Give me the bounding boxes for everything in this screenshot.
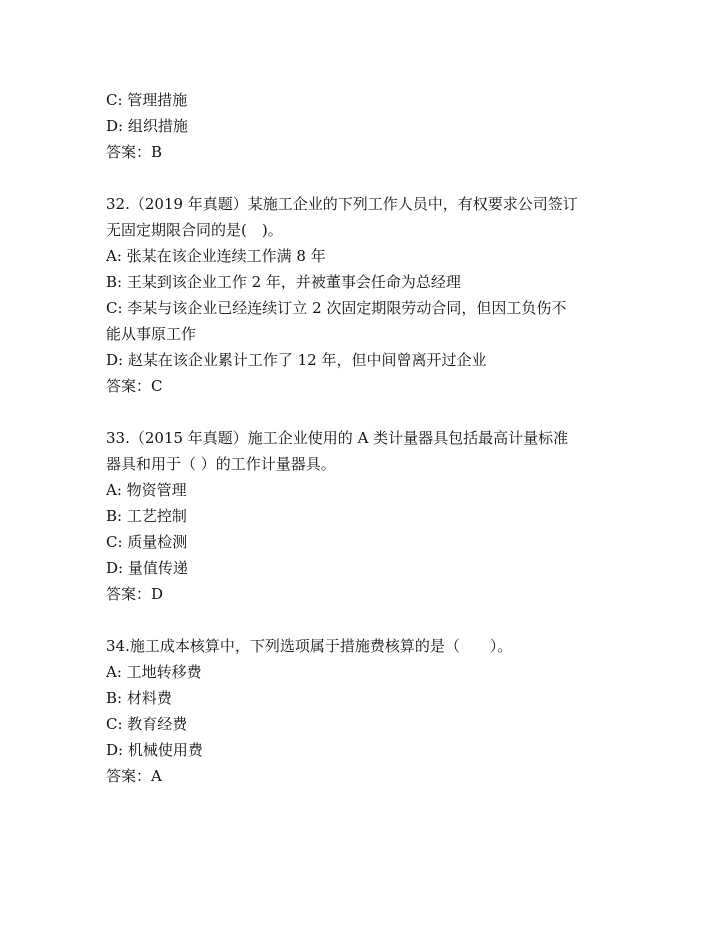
question-stem-line: 34.施工成本核算中，下列选项属于措施费核算的是（ ）。 xyxy=(106,637,513,655)
question-stem-line: 器具和用于（ ）的工作计量器具。 xyxy=(106,455,336,473)
option-d: D: 赵某在该企业累计工作了 12 年，但中间曾离开过企业 xyxy=(106,351,487,369)
option-d: D: 组织措施 xyxy=(106,117,188,135)
option-d: D: 机械使用费 xyxy=(106,741,203,759)
option-c: C: 教育经费 xyxy=(106,715,188,733)
answer-line: 答案：A xyxy=(106,767,162,785)
question-stem-line: 33.（2015 年真题）施工企业使用的 A 类计量器具包括最高计量标准 xyxy=(106,429,569,447)
option-b: B: 工艺控制 xyxy=(106,507,187,525)
answer-line: 答案：C xyxy=(106,377,163,395)
option-c: C: 李某与该企业已经连续订立 2 次固定期限劳动合同，但因工负伤不 xyxy=(106,299,567,317)
option-d: D: 量值传递 xyxy=(106,559,188,577)
option-b: B: 王某到该企业工作 2 年，并被董事会任命为总经理 xyxy=(106,273,461,291)
question-stem-line: 32.（2019 年真题）某施工企业的下列工作人员中，有权要求公司签订 xyxy=(106,195,578,213)
question-34 xyxy=(106,633,626,789)
previous-question-tail xyxy=(106,87,626,165)
option-c-continued: 能从事原工作 xyxy=(106,325,197,343)
answer-line: 答案：D xyxy=(106,585,164,603)
option-c: C: 管理措施 xyxy=(106,91,188,109)
question-32 xyxy=(106,191,626,399)
option-a: A: 物资管理 xyxy=(106,481,187,499)
option-a: A: 张某在该企业连续工作满 8 年 xyxy=(106,247,326,265)
question-33 xyxy=(106,425,626,607)
option-b: B: 材料费 xyxy=(106,689,172,707)
option-c: C: 质量检测 xyxy=(106,533,188,551)
option-a: A: 工地转移费 xyxy=(106,663,202,681)
answer-line: 答案：B xyxy=(106,143,163,161)
question-stem-line: 无固定期限合同的是( )。 xyxy=(106,221,283,239)
document-content xyxy=(106,87,626,789)
